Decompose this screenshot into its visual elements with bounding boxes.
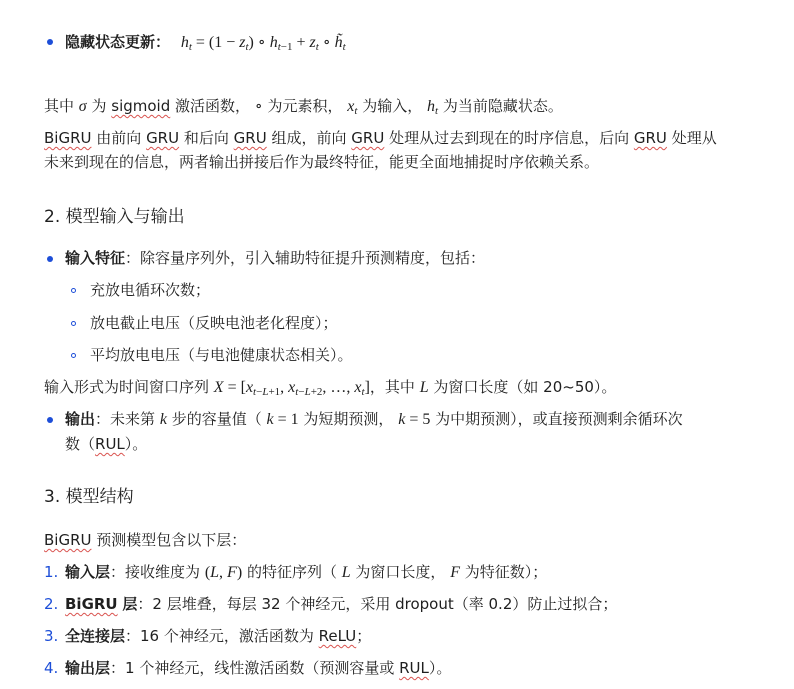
section-3-title: 3. 模型结构 — [44, 487, 134, 507]
bullet-marker — [47, 39, 53, 45]
sub-item-2: 放电截止电压（反映电池老化程度）； — [90, 314, 338, 332]
hidden-state-formula: 隐藏状态更新： $h_t = (1 - z_t)$ ∘ $h_{t-1} + z_t$ ∘ $h̃_t$ — [65, 33, 346, 53]
layer-item-output: 输出层：1 个神经元，线性激活函数（预测容量或 RUL）。 — [65, 659, 452, 677]
bullet-marker — [47, 256, 53, 262]
output-item-line2: 数（RUL）。 — [65, 435, 148, 453]
sub-bullet-marker — [71, 353, 76, 358]
input-window-formula: $X = [x_{t-L+1}$, $x_{t-L+2}$, …, $x_t$] — [213, 379, 370, 398]
layer-item-dense: 全连接层：16 个神经元，激活函数为 ReLU； — [65, 627, 372, 645]
list-number: 1. — [44, 563, 59, 581]
input-form-text: 输入形式为时间窗口序列 $X = [x_{t-L+1}$, $x_{t-L+2}$, …, $x_t$]，其中 L 为窗口长度（如 20~50）。 — [44, 378, 617, 398]
input-features-item: 输入特征：除容量序列外，引入辅助特征提升预测精度，包括： — [65, 249, 486, 267]
section-2-title: 2. 模型输入与输出 — [44, 207, 185, 227]
paragraph-symbols: 其中 σ 为 sigmoid 激活函数， ∘ 为元素积， $x_t$ 为输入， $h_t$ 为当前隐藏状态。 — [44, 97, 563, 117]
formula-math: $h_t = (1 - z_t)$ ∘ $h_{t-1} + z_t$ ∘ $h̃_t$ — [180, 34, 346, 53]
layer-item-bigru: BiGRU 层：2 层堆叠，每层 32 个神经元，采用 dropout（率 0.2）防止过拟合； — [65, 595, 618, 613]
sub-bullet-marker — [71, 288, 76, 293]
paragraph-bigru-line2: 未来到现在的信息，两者输出拼接后作为最终特征，能更全面地捕捉时序依赖关系。 — [44, 153, 600, 171]
list-number: 3. — [44, 627, 59, 645]
sub-bullet-marker — [71, 321, 76, 326]
sub-item-1: 充放电循环次数； — [90, 281, 211, 299]
list-number: 4. — [44, 659, 59, 677]
structure-intro: BiGRU 预测模型包含以下层： — [44, 531, 247, 549]
sub-item-3: 平均放电电压（与电池健康状态相关）。 — [90, 346, 353, 364]
formula-label: 隐藏状态更新 — [65, 33, 156, 51]
paragraph-bigru-line1: BiGRU 由前向 GRU 和后向 GRU 组成，前向 GRU 处理从过去到现在的时序信息，后向 GRU 处理从 — [44, 129, 717, 147]
list-number: 2. — [44, 595, 59, 613]
output-item-line1: 输出：未来第 k 步的容量值（ k = 1 为短期预测， k = 5 为中期预测），或直接预测剩余循环次 — [65, 410, 683, 428]
layer-item-input: 输入层：接收维度为 (L, F) 的特征序列（ L 为窗口长度， F 为特征数）； — [65, 563, 548, 581]
bullet-marker — [47, 417, 53, 423]
